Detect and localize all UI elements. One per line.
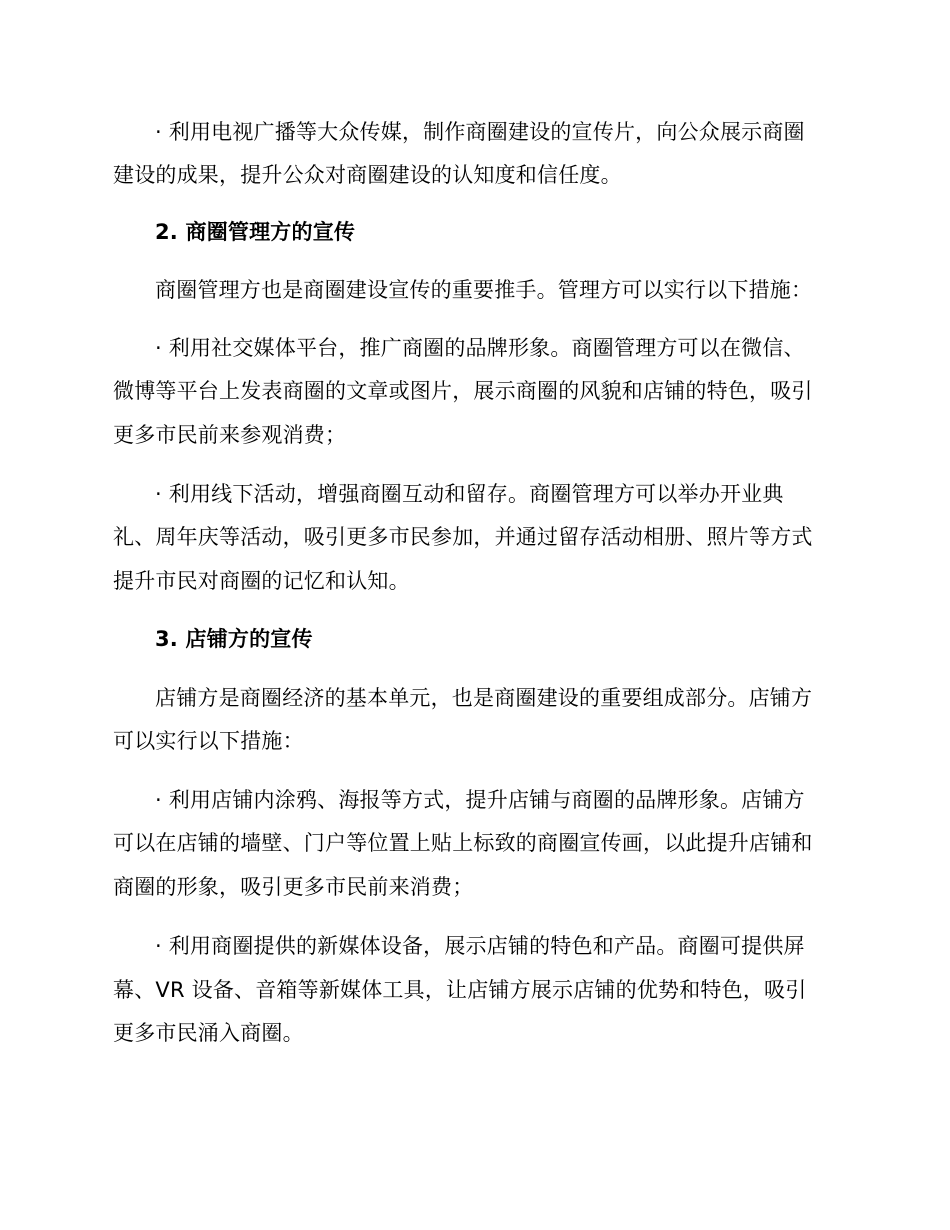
- bullet-line: 更多市民前来参观消费；: [113, 423, 347, 447]
- paragraph-line: 可以实行以下措施：: [113, 729, 304, 753]
- section-heading: 3. 店铺方的宣传: [155, 627, 313, 651]
- paragraph-line: 商圈管理方也是商圈建设宣传的重要推手。管理方可以实行以下措施：: [155, 278, 813, 302]
- bullet-line: 微博等平台上发表商圈的文章或图片，展示商圈的风貌和店铺的特色，吸引: [113, 379, 813, 403]
- bullet-line: · 利用电视广播等大众传媒，制作商圈建设的宣传片，向公众展示商圈: [155, 120, 805, 144]
- bullet-line: 商圈的形象，吸引更多市民前来消费；: [113, 875, 474, 899]
- bullet-line: 建设的成果，提升公众对商圈建设的认知度和信任度。: [113, 163, 622, 187]
- bullet-line: 提升市民对商圈的记忆和认知。: [113, 569, 410, 593]
- paragraph-line: 店铺方是商圈经济的基本单元，也是商圈建设的重要组成部分。店铺方: [155, 686, 813, 710]
- section-heading: 2. 商圈管理方的宣传: [155, 220, 356, 244]
- bullet-line: 幕、VR 设备、音箱等新媒体工具，让店铺方展示店铺的优势和特色，吸引: [113, 978, 807, 1002]
- bullet-line: 礼、周年庆等活动，吸引更多市民参加，并通过留存活动相册、照片等方式: [113, 525, 813, 549]
- bullet-line: 可以在店铺的墙壁、门户等位置上贴上标致的商圈宣传画，以此提升店铺和: [113, 831, 813, 855]
- bullet-line: · 利用线下活动，增强商圈互动和留存。商圈管理方可以举办开业典: [155, 482, 784, 506]
- bullet-line: · 利用商圈提供的新媒体设备，展示店铺的特色和产品。商圈可提供屏: [155, 934, 805, 958]
- bullet-line: · 利用店铺内涂鸦、海报等方式，提升店铺与商圈的品牌形象。店铺方: [155, 788, 805, 812]
- bullet-line: 更多市民涌入商圈。: [113, 1021, 304, 1045]
- bullet-line: · 利用社交媒体平台，推广商圈的品牌形象。商圈管理方可以在微信、: [155, 336, 805, 360]
